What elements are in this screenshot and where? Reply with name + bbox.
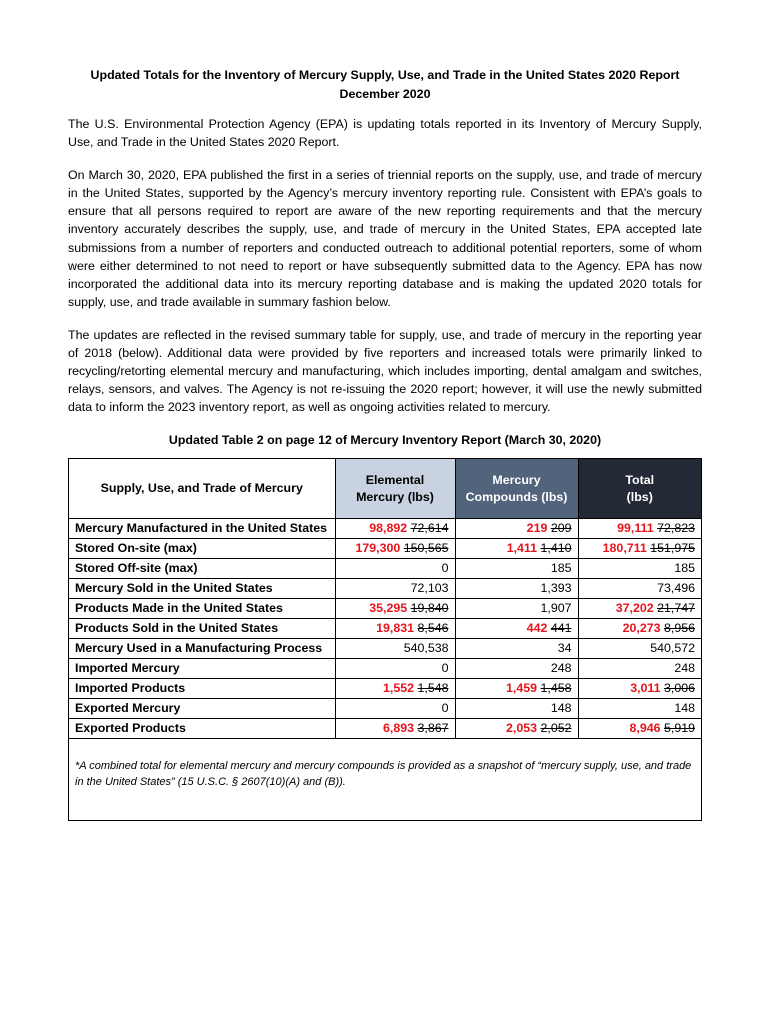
table-row	[69, 599, 701, 619]
cell-elemental	[335, 639, 455, 659]
title-line-1: Updated Totals for the Inventory of Mercury Supply, Use, and Trade in the United States 2020 Report	[90, 68, 680, 82]
updated-value: 1,411	[506, 541, 538, 556]
row-label: Exported Mercury	[69, 699, 335, 719]
table-row	[69, 619, 701, 639]
previous-value: 19,840	[410, 601, 449, 616]
table-row	[69, 679, 701, 699]
previous-value: 8,956	[663, 621, 695, 636]
row-label: Exported Products	[69, 719, 335, 739]
updated-value: 37,202	[615, 601, 654, 616]
row-label: Mercury Sold in the United States	[69, 579, 335, 599]
cell-elemental	[335, 679, 455, 699]
paragraph-background: On March 30, 2020, EPA published the first in a series of triennial reports on the supply, use, and trade of mercury in the United States, supported by the Agency’s mercury inventory reporting rule. Consistent with EPA’s goals to ensure that all persons required to report are aware of the new reporting requirements and that the mercury inventory accurately describes the supply, use, and trade of mercury in the United States, EPA accepted late submissions from a number of reporters and conducted outreach to additional potential reporters, some of whom were either determined to not need to report or have subsequently submitted data to the Agency. EPA has now incorporated the additional data into its mercury reporting database and is making the updated 2020 totals for supply, use, and trade available in summary fashion below.	[68, 168, 702, 309]
row-label: Stored On-site (max)	[69, 539, 335, 559]
previous-value: 1,458	[540, 681, 572, 696]
previous-value: 1,410	[540, 541, 572, 556]
cell-total	[578, 659, 701, 679]
value: 148	[674, 701, 695, 716]
paragraph-updates: The updates are reflected in the revised summary table for supply, use, and trade of mercury in the reporting year of 2018 (below). Additional data were provided by five reporters and increased totals were primarily linked to recycling/retorting elemental mercury and manufacturing, which includes importing, dental amalgam and switches, relays, sensors, and valves. The Agency is not re-issuing the 2020 report; however, it will use the newly submitted data to inform the 2023 inventory report, as well as ongoing activities related to mercury.	[68, 327, 702, 415]
table-header-row	[69, 459, 701, 519]
title-line-2: December 2020	[339, 87, 431, 101]
value: 73,496	[657, 581, 695, 596]
updated-value: 180,711	[602, 541, 647, 556]
cell-elemental	[335, 579, 455, 599]
value: 34	[557, 641, 572, 656]
value: 1,393	[540, 581, 572, 596]
updated-value: 8,946	[629, 721, 661, 736]
cell-compounds	[455, 599, 578, 619]
updated-value: 6,893	[383, 721, 415, 736]
previous-value: 3,867	[417, 721, 449, 736]
cell-compounds	[455, 659, 578, 679]
cell-compounds	[455, 559, 578, 579]
cell-elemental	[335, 619, 455, 639]
header-mercury-compounds: Mercury Compounds (lbs)	[455, 459, 578, 519]
cell-compounds	[455, 579, 578, 599]
cell-total	[578, 579, 701, 599]
cell-total	[578, 679, 701, 699]
cell-total	[578, 559, 701, 579]
row-label: Imported Products	[69, 679, 335, 699]
cell-elemental	[335, 519, 455, 539]
updated-value: 19,831	[376, 621, 415, 636]
updated-value: 1,552	[383, 681, 415, 696]
cell-total	[578, 519, 701, 539]
previous-value: 21,747	[657, 601, 695, 616]
cell-compounds	[455, 719, 578, 739]
row-label: Mercury Used in a Manufacturing Process	[69, 639, 335, 659]
row-label: Stored Off-site (max)	[69, 559, 335, 579]
table-row	[69, 639, 701, 659]
cell-compounds	[455, 619, 578, 639]
cell-total	[578, 699, 701, 719]
previous-value: 441	[550, 621, 572, 636]
cell-elemental	[335, 539, 455, 559]
value: 185	[674, 561, 695, 576]
value: 540,572	[650, 641, 695, 656]
updated-value: 35,295	[369, 601, 408, 616]
updated-value: 3,011	[630, 681, 661, 696]
value: 185	[550, 561, 572, 576]
cell-compounds	[455, 539, 578, 559]
updated-value: 2,053	[506, 721, 538, 736]
table-row	[69, 659, 701, 679]
row-label: Products Made in the United States	[69, 599, 335, 619]
mercury-inventory-table	[69, 459, 701, 739]
table-row	[69, 539, 701, 559]
previous-value: 1,548	[417, 681, 449, 696]
cell-compounds	[455, 639, 578, 659]
table-row	[69, 719, 701, 739]
updated-value: 1,459	[506, 681, 538, 696]
cell-total	[578, 719, 701, 739]
value: 72,103	[410, 581, 449, 596]
row-label: Mercury Manufactured in the United States	[69, 519, 335, 539]
cell-total	[578, 539, 701, 559]
previous-value: 150,565	[403, 541, 449, 556]
previous-value: 209	[550, 521, 572, 536]
cell-elemental	[335, 559, 455, 579]
updated-value: 219	[526, 521, 548, 536]
paragraph-intro: The U.S. Environmental Protection Agency (EPA) is updating totals reported in its Inventory of Mercury Supply, Use, and Trade in the United States 2020 Report.	[68, 117, 702, 150]
previous-value: 2,052	[540, 721, 572, 736]
value: 1,907	[540, 601, 572, 616]
value: 540,538	[403, 641, 449, 656]
value: 248	[550, 661, 572, 676]
table-row	[69, 559, 701, 579]
cell-total	[578, 599, 701, 619]
updated-value: 99,111	[617, 521, 654, 536]
document-page	[68, 66, 702, 821]
header-total: Total (lbs)	[578, 459, 701, 519]
cell-compounds	[455, 519, 578, 539]
row-label: Products Sold in the United States	[69, 619, 335, 639]
cell-compounds	[455, 679, 578, 699]
document-title	[68, 66, 702, 104]
previous-value: 8,546	[417, 621, 449, 636]
previous-value: 72,614	[410, 521, 449, 536]
row-label: Imported Mercury	[69, 659, 335, 679]
table-row	[69, 579, 701, 599]
cell-total	[578, 619, 701, 639]
previous-value: 72,823	[657, 521, 695, 536]
cell-elemental	[335, 699, 455, 719]
header-supply-use-trade: Supply, Use, and Trade of Mercury	[69, 459, 335, 519]
cell-elemental	[335, 719, 455, 739]
previous-value: 151,975	[650, 541, 695, 556]
updated-value: 98,892	[369, 521, 408, 536]
cell-total	[578, 639, 701, 659]
table-title: Updated Table 2 on page 12 of Mercury Inventory Report (March 30, 2020)	[168, 433, 602, 448]
header-elemental-mercury: Elemental Mercury (lbs)	[335, 459, 455, 519]
table-body	[69, 519, 701, 739]
cell-compounds	[455, 699, 578, 719]
value: 0	[441, 561, 449, 576]
previous-value: 5,919	[663, 721, 695, 736]
value: 248	[674, 661, 695, 676]
value: 0	[441, 661, 449, 676]
cell-elemental	[335, 659, 455, 679]
table-frame	[68, 458, 702, 821]
table-row	[69, 699, 701, 719]
cell-elemental	[335, 599, 455, 619]
value: 0	[441, 701, 449, 716]
updated-value: 179,300	[355, 541, 401, 556]
table-footnote: *A combined total for elemental mercury and mercury compounds is provided as a snapshot of “mercury supply, use, and trade in the United States” (15 U.S.C. § 2607(10)(A) and (B)).	[75, 760, 692, 789]
table-row	[69, 519, 701, 539]
updated-value: 20,273	[622, 621, 661, 636]
updated-value: 442	[526, 621, 548, 636]
value: 148	[550, 701, 572, 716]
previous-value: 3,006	[663, 681, 695, 696]
